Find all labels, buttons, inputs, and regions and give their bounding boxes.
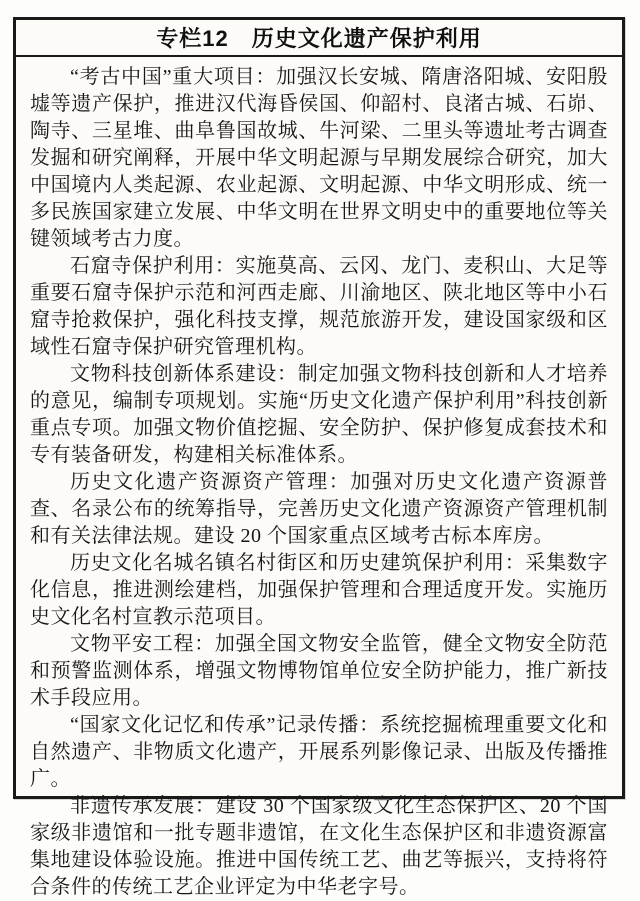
panel-body	[16, 57, 622, 901]
paragraph-historic-cities-towns-villages: 历史文化名城名镇名村街区和历史建筑保护利用：采集数字化信息，推进测绘建档，加强保护管理和合理适度开发。实施历史文化名村宣教示范项目。	[30, 552, 608, 628]
paragraph-national-cultural-memory: “国家文化记忆和传承”记录传播：系统挖掘梳理重要文化和自然遗产、非物质文化遗产，开展系列影像记录、出版及传播推广。	[30, 714, 608, 790]
paragraph-relics-tech-innovation-system: 文物科技创新体系建设：制定加强文物科技创新和人才培养的意见，编制专项规划。实施“历史文化遗产保护利用”科技创新重点专项。加强文物价值挖掘、安全防护、保护修复成套技术和专有装备研发，构建相关标准体系。	[30, 363, 608, 466]
panel-title-bar	[16, 20, 622, 57]
paragraph-grotto-temple-protection: 石窟寺保护利用：实施莫高、云冈、龙门、麦积山、大足等重要石窟寺保护示范和河西走廊、川渝地区、陕北地区等中小石窟寺抢救保护，强化科技支撑，规范旅游开发，建设国家级和区域性石窟寺保护研究管理机构。	[30, 255, 608, 358]
paragraph-heritage-resource-asset-management: 历史文化遗产资源资产管理：加强对历史文化遗产资源普查、名录公布的统筹指导，完善历史文化遗产资源资产管理机制和有关法律法规。建设 20 个国家重点区域考古标本库房。	[30, 471, 608, 547]
panel-title: 专栏12 历史文化遗产保护利用	[156, 26, 482, 51]
paragraph-intangible-heritage-development: 非遗传承发展：建设 30 个国家级文化生态保护区、20 个国家级非遗馆和一批专题非遗馆，在文化生态保护区和非遗资源富集地建设体验设施。推进中国传统工艺、曲艺等振兴，支持将符合条件的传统工艺企业评定为中华老字号。	[30, 795, 608, 898]
paragraph-cultural-relics-safety-project: 文物平安工程：加强全国文物安全监管，健全文物安全防范和预警监测体系，增强文物博物馆单位安全防护能力，推广新技术手段应用。	[30, 633, 608, 709]
paragraph-archaeology-china-projects: “考古中国”重大项目：加强汉长安城、隋唐洛阳城、安阳殷墟等遗产保护，推进汉代海昏侯国、仰韶村、良渚古城、石峁、陶寺、三星堆、曲阜鲁国故城、牛河梁、二里头等遗址考古调查发掘和研究阐释，开展中华文明起源与早期发展综合研究，加大中国境内人类起源、农业起源、文明起源、中华文明形成、统一多民族国家建立发展、中华文明在世界文明史中的重要地位等关键领域考古力度。	[30, 66, 608, 250]
column-12-panel	[13, 17, 625, 898]
